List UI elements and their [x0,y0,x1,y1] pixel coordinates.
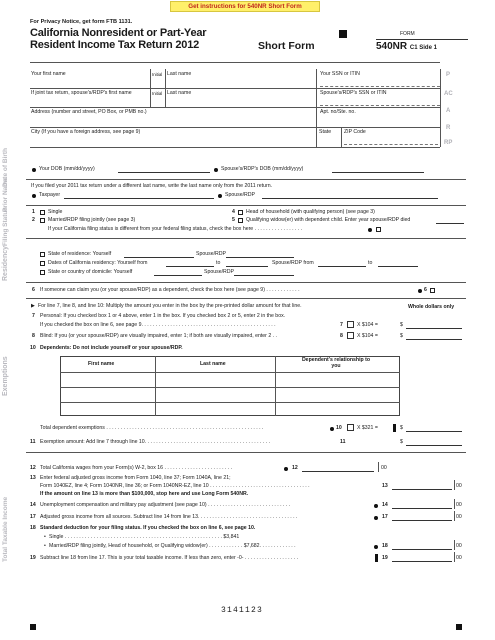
side-code-rp: RP [444,140,453,146]
form-title-text: Resident Income Tax Return [30,39,173,51]
ca-dates-spouse-label: Spouse/RDP from [272,260,314,266]
filing-status-5-number: 5 [232,217,235,223]
line7-dollar: $ [400,322,403,328]
footer-marker-left [30,624,36,630]
line13-text-a: Enter federal adjusted gross income from Form 1040, line 37; Form 1040A, line 21; [40,475,231,481]
taxpayer-bullet [32,194,36,198]
line17-amount-field[interactable] [392,513,452,521]
single-label: Single [48,209,63,215]
line18-single: Single . . . . . . . . . . . . . . . . . . . . . . . . . . . . . . . . . . . . . . . . . . . . . . . . . . . . . . . $3,841 [49,534,240,540]
line13-number: 13 [30,475,36,481]
address-label: Address (number and street, PO Box, or PMB no.) [31,109,147,115]
line10-number: 10 [30,345,36,351]
domicile-label: State or country of domicile: Yourself [48,269,133,275]
domicile-yourself-field[interactable] [154,269,202,276]
single-checkbox[interactable] [40,210,45,215]
side-code-a: A [446,108,451,114]
form-suffix: C1 Side 1 [409,45,437,51]
form-label: FORM [400,31,415,37]
line11-dollar: $ [400,439,403,445]
line18-mfj-bullet: • [44,543,46,549]
line13-text-b: Form 1040EZ, line 4; Form 1040NR, line 36; or Form 1040NR-EZ, line 10 . . . . . . . . . . . . . . . . . . . . . . . . . . . . . . . . . . . [40,483,310,489]
line8-text: Blind: If you (or your spouse/RDP) are visually impaired, enter 1; if both are visually impaired, enter 2 . . [40,333,278,339]
state-residence-yourself-field[interactable] [124,251,194,258]
short-form-label: Short Form [258,40,315,52]
line6-box-number: 6 [424,287,427,293]
line18-amount-field[interactable] [392,542,452,550]
zip-label: ZIP Code [344,129,366,135]
line18-single-bullet: • [44,534,46,540]
line14-cents: 00 [456,502,462,508]
domicile-checkbox[interactable] [40,270,45,275]
spouse-dob-label: Spouse's/RDP's DOB (mm/dd/yyyy) [221,166,304,172]
ssn-label: Your SSN or ITIN [320,71,360,77]
line19-box-number: 19 [382,555,388,561]
line17-text: Adjusted gross income from all sources. Subtract line 14 from line 13. . . . . . . . . . . . . . . . . . . . . . . . . . . . . . . . . . . [40,514,298,520]
line19-number: 19 [30,555,36,561]
filing-status-section-label: Filing Status [2,207,9,246]
line18-text: Standard deduction for your filing status. If you checked the box on line 6, see page 10. [40,525,256,531]
spouse-dob-field[interactable] [332,166,424,173]
exemptions-intro: For line 7, line 8, and line 10: Multiply the amount you enter in the box by the pre-printed dollar amount for that line. [38,303,302,309]
line19-amount-field[interactable] [392,554,452,562]
dob-bullet [32,168,36,172]
apt-field[interactable] [320,116,440,125]
status-differs-checkbox[interactable] [376,227,381,232]
line6-text: If someone can claim you (or your spouse/RDP) as a dependent, check the box here (see page 9) . . . . . . . . . . . . [40,287,300,293]
spouse-ssn-field[interactable] [320,97,440,106]
domicile-spouse-field[interactable] [234,269,294,276]
city-label: City (If you have a foreign address, see page 9) [31,129,141,135]
side-code-p: P [446,72,451,78]
ca-to-label: to [216,260,221,266]
spouse-dob-bullet [214,168,218,172]
line14-text: Unemployment compensation and military pay adjustment (see page 10) . . . . . . . . . . . . . . . . . . . . . . . . . . . . . [40,502,291,508]
line11-number: 11 [30,439,36,445]
line7-box-number: 7 [340,322,343,328]
line8-amount-field[interactable] [406,332,462,340]
qw-label: Qualifying widow(er) with dependent child. Enter year spouse/RDP died [246,217,411,223]
line19-marker [375,554,378,562]
dependent-3-row[interactable] [61,403,399,415]
dependent-1-row[interactable] [61,373,399,386]
line13-amount-field[interactable] [392,482,452,490]
line11-box-number: 11 [340,439,346,445]
residency-section-label: Residency [2,245,9,281]
line13-box-number: 13 [382,483,388,489]
line19-cents: 00 [456,555,462,561]
prior-name-section-label: Prior Name [2,177,9,212]
your-dob-label: Your DOB (mm/dd/yyyy) [39,166,95,172]
line14-amount-field[interactable] [392,501,452,509]
state-label: State [319,129,332,135]
form-number-text: 540NR [376,41,408,52]
total-dependents-multiplier: X $321 = [357,425,378,431]
line18-box-number: 18 [382,543,388,549]
exemptions-intro-arrow: ▶ [31,303,35,309]
ssn-field[interactable] [320,78,440,87]
total-dependents-count-box[interactable] [347,424,354,431]
line12-number: 12 [30,465,36,471]
domicile-spouse-label: Spouse/RDP [204,269,234,275]
state-field[interactable] [319,136,341,145]
line12-cents: 00 [381,465,387,471]
line7-text-a: Personal: If you checked box 1 or 4 above, enter 1 in the box. If you checked box 2 or 5, enter 2 in the box. [40,313,286,319]
line17-box-number: 17 [382,514,388,520]
line11-amount-field[interactable] [406,438,462,446]
apt-label: Apt. no/Ste. no. [320,109,356,115]
status-differs-bullet [368,228,372,232]
zip-field[interactable] [344,136,438,145]
line11-text: Exemption amount: Add line 7 through line 10. . . . . . . . . . . . . . . . . . . . . . . . . . . . . . . . . . . . . . . . . . . . [40,439,271,445]
filing-status-2-number: 2 [32,217,35,223]
privacy-notice: For Privacy Notice, get form FTB 1131. [30,19,133,25]
line17-bullet [374,516,378,520]
dependents-first-name-header: First name [88,361,115,367]
line18-number: 18 [30,525,36,531]
status-differs-label: If your California filing status is different from your federal filing status, check the box here . . . . . . . . . . . . . . . . . [48,226,303,232]
state-residence-checkbox[interactable] [40,252,45,257]
total-dependents-box-number: 10 [336,425,342,431]
line18-cents: 00 [456,543,462,549]
prior-name-text: If you filed your 2011 tax return under a different last name, write the last name only from the 2011 return. [31,183,273,189]
taxpayer-label: Taxpayer [39,192,61,198]
footer-marker-right [456,624,462,630]
form-title-line1: California Nonresident or Part-Year [30,27,207,39]
line8-multiplier: X $104 = [357,333,378,339]
line13-text-c: If the amount on line 13 is more than $100,000, stop here and use Long Form 540NR. [40,491,249,497]
line19-text: Subtract line 18 from line 17. This is your total taxable income. If less than zero, enter -0- . . . . . . . . . . . . . . . . . . . [40,555,299,561]
qw-checkbox[interactable] [238,218,243,223]
line17-number: 17 [30,514,36,520]
line6-checkbox[interactable] [430,288,435,293]
whole-dollars-label: Whole dollars only [408,304,455,310]
line13-cents: 00 [456,483,462,489]
line8-box-number: 8 [340,333,343,339]
hoh-checkbox[interactable] [238,210,243,215]
state-residence-spouse-field[interactable] [226,251,294,258]
first-name-field[interactable] [31,78,149,87]
tax-year: 2012 [175,39,200,51]
total-dependents-amount-field[interactable] [406,424,462,432]
address-field[interactable] [31,116,315,125]
dependents-relationship-header: Dependent's relationship to you [301,357,371,369]
dependent-2-row[interactable] [61,388,399,401]
line12-box-number: 12 [292,465,298,471]
form-number [376,41,437,53]
instructions-banner[interactable]: Get instructions for 540NR Short Form [170,1,320,12]
last-name-label: Last name [167,71,192,77]
total-dependents-bullet [330,427,334,431]
form-title-line2 [30,39,199,52]
your-dob-field[interactable] [118,166,210,173]
line14-number: 14 [30,502,36,508]
dob-section-label: Date of Birth [2,148,9,187]
line12-text: Total California wages from your Form(s) W-2, box 16 . . . . . . . . . . . . . . . . . . . . . . . . [40,465,233,471]
initial-label: Initial [152,72,163,77]
line7-count-box[interactable] [347,321,354,328]
filing-status-1-number: 1 [32,209,35,215]
spouse-prior-label: Spouse/RDP [225,192,255,198]
line14-bullet [374,504,378,508]
line6-bullet [418,289,422,293]
ca-to2-label: to [368,260,373,266]
joint-last-label: Last name [167,90,192,96]
state-residence-spouse-label: Spouse/RDP [196,251,226,257]
filing-status-4-number: 4 [232,209,235,215]
line18-mfj: Married/RDP filing jointly, Head of household, or Qualifying widow(er) . . . . . . . . . . . . $7,682. . . . . . . . . . . . . [49,543,296,549]
state-residence-label: State of residence: Yourself [48,251,112,257]
line7-multiplier: X $104 = [357,322,378,328]
dependents-last-name-header: Last name [200,361,226,367]
spouse-first-name-field[interactable] [31,97,149,106]
spouse-last-name-field[interactable] [167,97,315,106]
total-dependents-marker [393,424,396,432]
line18-bullet [374,545,378,549]
ca-to-yourself-field[interactable] [226,260,268,267]
line12-amount-field[interactable] [302,464,374,472]
ca-dates-label: Dates of California residency: Yourself from [48,260,148,266]
line6-number: 6 [32,287,35,293]
first-name-label: Your first name [31,71,66,77]
total-dependents-dollar: $ [400,425,403,431]
spouse-prior-name-field[interactable] [262,192,438,199]
corner-marker [339,30,347,38]
joint-initial-label: Initial [152,91,163,96]
last-name-field[interactable] [167,78,315,87]
spouse-died-year-field[interactable] [436,218,464,224]
line7-number: 7 [32,313,35,319]
joint-first-label: If joint tax return, spouse's/RDP's first name [31,90,132,96]
taxpayer-prior-name-field[interactable] [64,192,214,199]
exemptions-section-label: Exemptions [2,356,9,396]
line8-count-box[interactable] [347,332,354,339]
spouse-prior-bullet [218,194,222,198]
total-dependents-text: Total dependent exemptions . . . . . . . . . . . . . . . . . . . . . . . . . . . . . . . . . . . . . . . . . . . . . . . . . . . . . . . [40,425,264,431]
city-field[interactable] [31,136,313,145]
mfj-label: Married/RDP filing jointly (see page 3) [48,217,136,223]
spouse-ssn-label: Spouse's/RDP's SSN or ITIN [320,90,387,96]
line7-amount-field[interactable] [406,321,462,329]
ca-from-yourself-field[interactable] [166,260,214,267]
line12-bullet [284,467,288,471]
ca-from-spouse-field[interactable] [318,260,366,267]
hoh-label: Head of household (with qualifying person) (see page 3) [246,209,375,215]
line7-text-b: If you checked the box on line 6, see page 9. . . . . . . . . . . . . . . . . . . . . . . . . . . . . . . . . . . . . . . . . . . . . . . [40,322,276,328]
mfj-checkbox[interactable] [40,218,45,223]
side-code-r: R [446,125,451,131]
side-code-ac: AC [444,91,453,97]
line8-number: 8 [32,333,35,339]
line17-cents: 00 [456,514,462,520]
line8-dollar: $ [400,333,403,339]
line14-box-number: 14 [382,502,388,508]
ca-dates-checkbox[interactable] [40,261,45,266]
line10-text: Dependents: Do not include yourself or your spouse/RDP. [40,345,183,351]
ca-to-spouse-field[interactable] [378,260,418,267]
income-section-label: Total Taxable Income [2,496,9,562]
form-barcode-number: 3141123 [221,606,264,615]
